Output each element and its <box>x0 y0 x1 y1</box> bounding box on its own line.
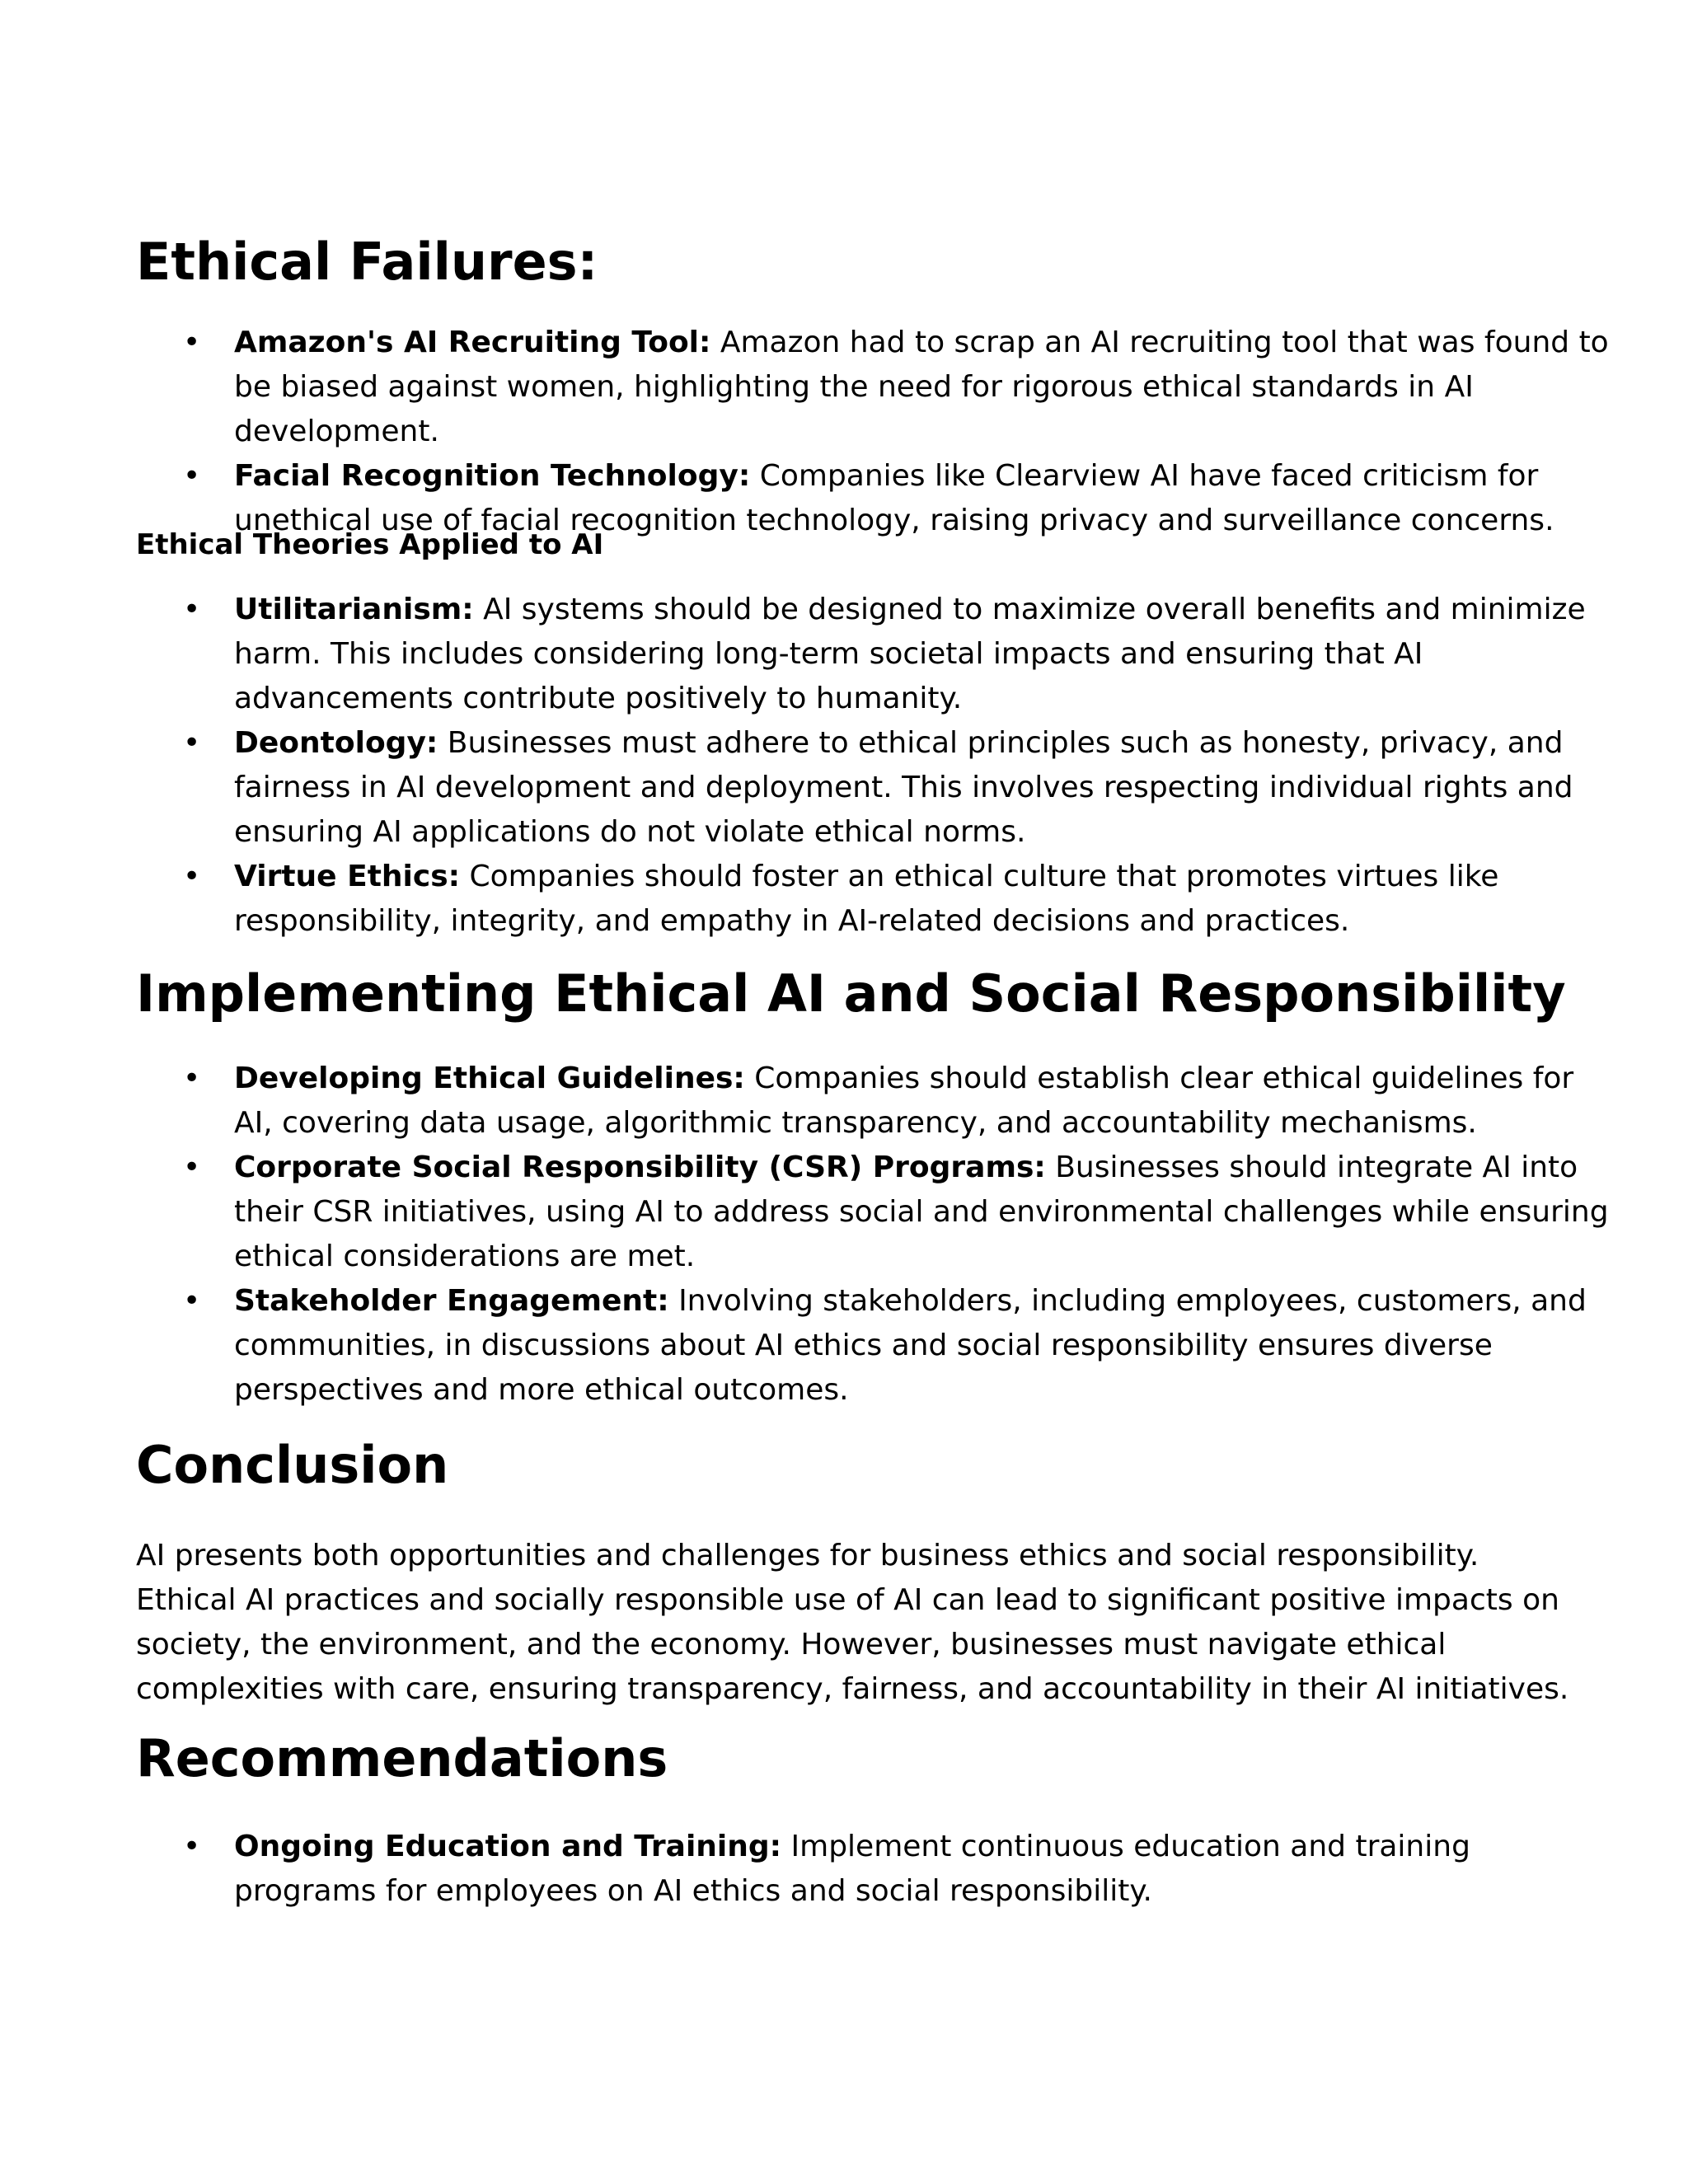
heading-ethical-theories: Ethical Theories Applied to AI <box>136 528 604 561</box>
ethical-failures-list <box>0 321 1688 543</box>
item-text: Involving stakeholders, including employees, customers, and communities, in discussions about AI ethics and social responsibility ensures diverse perspectives and more ethical outcomes. <box>234 1284 1587 1407</box>
list-item <box>0 1825 1619 1914</box>
list-item <box>0 1057 1619 1146</box>
item-label: Deontology: <box>234 726 438 760</box>
item-label: Virtue Ethics: <box>234 860 461 893</box>
bullet-icon: • <box>183 1151 201 1184</box>
item-label: Corporate Social Responsibility (CSR) Programs: <box>234 1151 1046 1184</box>
heading-ethical-failures: Ethical Failures: <box>136 232 598 292</box>
conclusion-paragraph: AI presents both opportunities and challenges for business ethics and social responsibility. Ethical AI practices and socially responsible use of AI can lead to significant positive impacts on society, the environment, and the economy. However, businesses must navigate ethical complexities with care, ensuring transparency, fairness, and accountability in their AI initiatives. <box>136 1539 1569 1706</box>
heading-implementing-ethical-ai: Implementing Ethical AI and Social Responsibility <box>136 963 1566 1024</box>
item-label: Amazon's AI Recruiting Tool: <box>234 326 711 359</box>
bullet-icon: • <box>183 1284 201 1318</box>
bullet-icon: • <box>183 326 201 359</box>
item-label: Developing Ethical Guidelines: <box>234 1062 745 1095</box>
list-item <box>0 855 1619 944</box>
list-item <box>0 1279 1619 1413</box>
bullet-icon: • <box>183 1062 201 1095</box>
item-text: Businesses should integrate AI into their CSR initiatives, using AI to address social and environmental challenges while ensuring ethical considerations are met. <box>234 1151 1609 1273</box>
bullet-icon: • <box>183 860 201 893</box>
recommendations-list <box>0 1825 1688 1914</box>
item-text: Businesses must adhere to ethical principles such as honesty, privacy, and fairness in AI development and deployment. This involves respecting individual rights and ensuring AI applications do not violate ethical norms. <box>234 726 1573 849</box>
bullet-icon: • <box>183 459 201 493</box>
item-text: Amazon had to scrap an AI recruiting tool that was found to be biased against women, highlighting the need for rigorous ethical standards in AI development. <box>234 326 1609 448</box>
ethical-theories-list <box>0 588 1688 944</box>
item-text: AI systems should be designed to maximize overall benefits and minimize harm. This includes considering long-term societal impacts and ensuring that AI advancements contribute positively to humanity. <box>234 593 1586 715</box>
item-text: Companies should foster an ethical culture that promotes virtues like responsibility, integrity, and empathy in AI-related decisions and practices. <box>234 860 1499 938</box>
heading-recommendations: Recommendations <box>136 1728 668 1788</box>
bullet-icon: • <box>183 726 201 760</box>
list-item <box>0 1146 1619 1279</box>
item-text: Implement continuous education and training programs for employees on AI ethics and social responsibility. <box>234 1830 1470 1908</box>
list-item <box>0 321 1619 454</box>
item-label: Stakeholder Engagement: <box>234 1284 669 1318</box>
item-text: Companies should establish clear ethical guidelines for AI, covering data usage, algorithmic transparency, and accountability mechanisms. <box>234 1062 1574 1140</box>
bullet-icon: • <box>183 593 201 626</box>
item-label: Ongoing Education and Training: <box>234 1830 782 1863</box>
implementing-list <box>0 1057 1688 1413</box>
list-item <box>0 721 1619 855</box>
item-label: Facial Recognition Technology: <box>234 459 751 493</box>
heading-conclusion: Conclusion <box>136 1435 449 1495</box>
list-item <box>0 588 1619 721</box>
bullet-icon: • <box>183 1830 201 1863</box>
item-text: Companies like Clearview AI have faced criticism for unethical use of facial recognition technology, raising privacy and surveillance concerns. <box>234 459 1554 537</box>
item-label: Utilitarianism: <box>234 593 474 626</box>
